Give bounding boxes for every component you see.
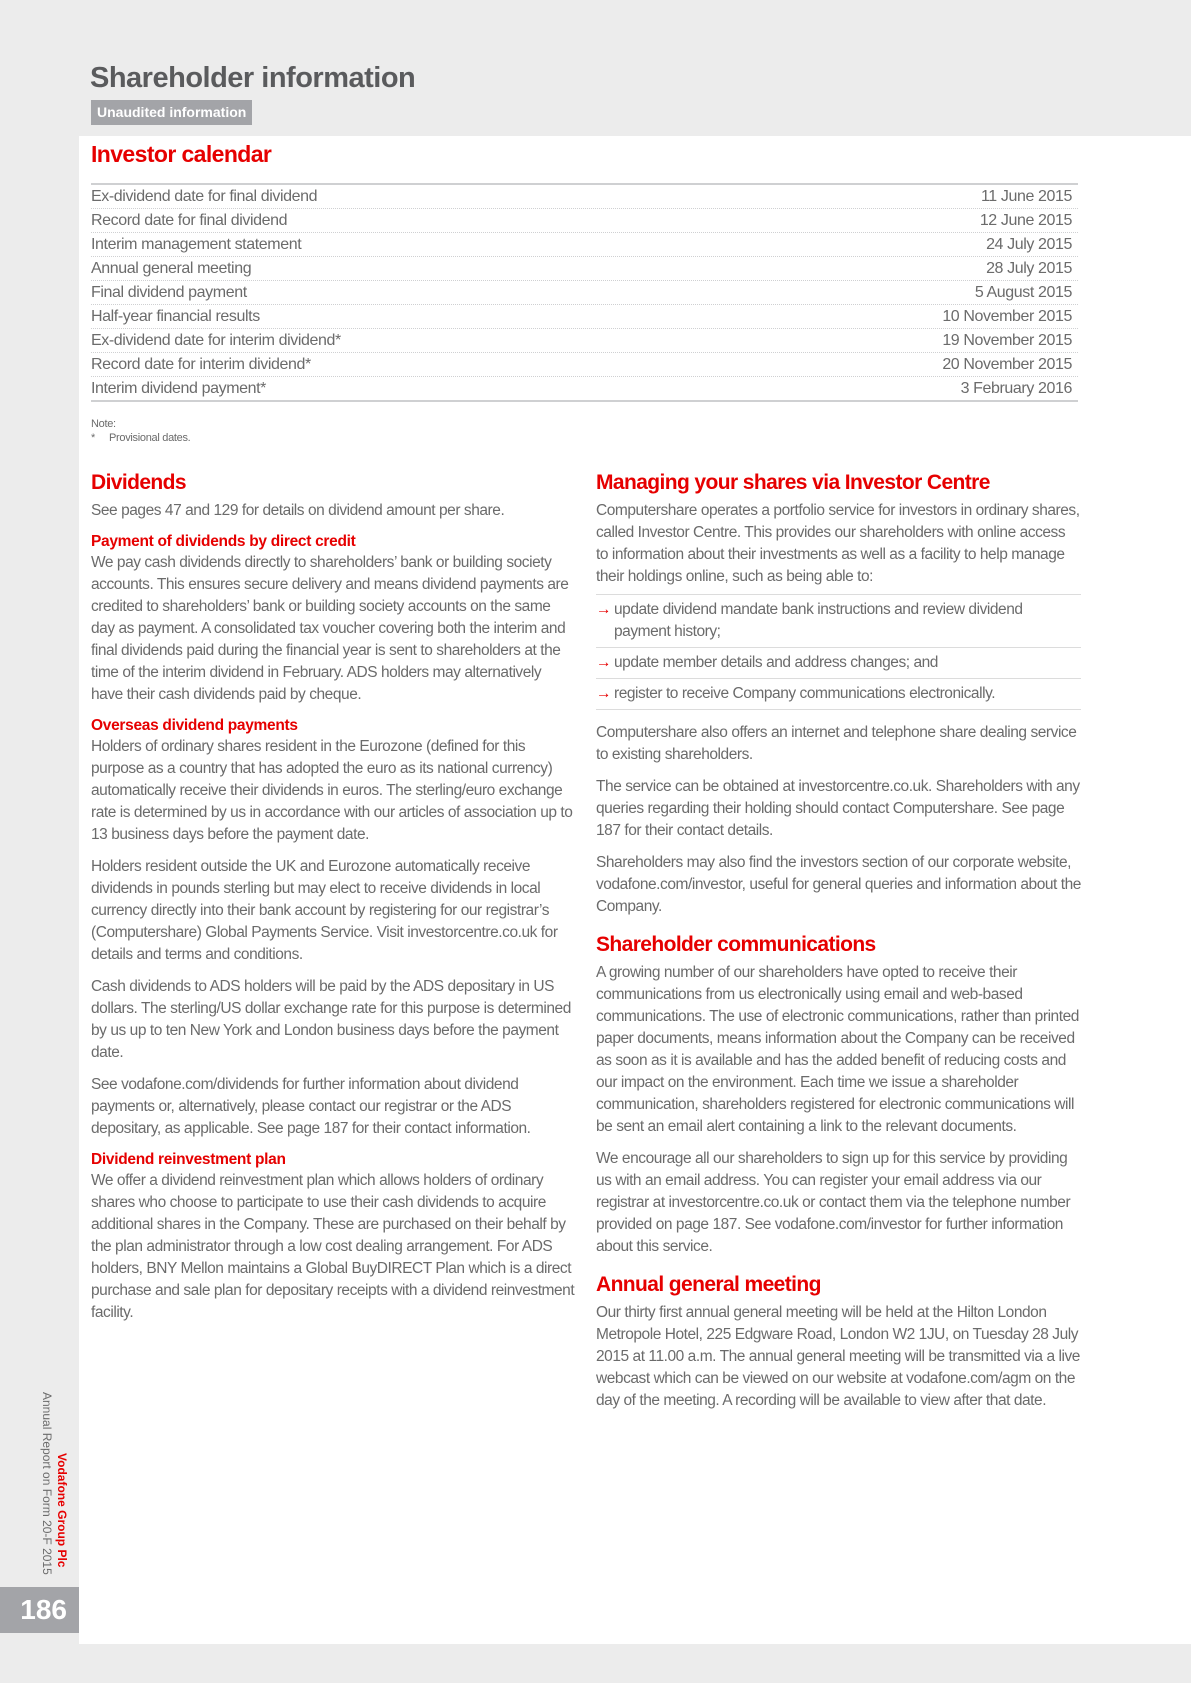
calendar-row (91, 305, 1078, 329)
arrow-right-icon: → (596, 654, 612, 671)
calendar-event: Record date for interim dividend* (91, 356, 311, 373)
calendar-row (91, 329, 1078, 353)
calendar-event: Interim management statement (91, 236, 302, 253)
communications-paragraph: A growing number of our shareholders have opted to receive their communications from us electronically using email and web-based communications. The use of electronic communications, rather than printed paper documents, means information about the Company can be received as soon as it is available and has the added benefit of reducing costs and our impact on the environment. Each time we issue a shareholder communication, shareholders registered for electronic communications will be sent an email alert containing a link to the relevant documents. (596, 964, 1079, 1135)
calendar-date: 20 November 2015 (942, 356, 1072, 373)
calendar-note (91, 417, 190, 445)
investor-centre-paragraph: Computershare also offers an internet and telephone share dealing service to existing shareholders. (596, 724, 1077, 763)
calendar-date: 10 November 2015 (942, 308, 1072, 325)
calendar-row (91, 209, 1078, 233)
dividends-heading: Dividends (91, 471, 186, 494)
investor-centre-paragraph: The service can be obtained at investorcentre.co.uk. Shareholders with any queries regarding their holding should contact Computershare. See page 187 for their contact details. (596, 778, 1080, 839)
agm-heading: Annual general meeting (596, 1273, 821, 1296)
overseas-heading: Overseas dividend payments (91, 717, 298, 734)
list-item (596, 595, 1081, 648)
calendar-date: 5 August 2015 (974, 284, 1072, 301)
calendar-row (91, 353, 1078, 377)
list-item-text: update member details and address changes; and (614, 654, 938, 671)
report-name: Annual Report on Form 20-F 2015 (40, 1392, 54, 1575)
investor-calendar-heading: Investor calendar (91, 141, 272, 167)
overseas-paragraph: See vodafone.com/dividends for further information about dividend payments or, alternatively, please contact our registrar or the ADS depositary, as applicable. See page 187 for their contact information. (91, 1076, 531, 1137)
calendar-date: 24 July 2015 (986, 236, 1072, 253)
calendar-date: 19 November 2015 (942, 332, 1072, 349)
direct-credit-text: We pay cash dividends directly to shareholders’ bank or building society accounts. This ensures secure delivery and means dividend payments are credited to shareholders’ bank or building society accounts on the same day as payment. A consolidated tax voucher covering both the interim and final dividends paid during the financial year is sent to shareholders at the time of the interim dividend in February. ADS holders may alternatively have their cash dividends paid by cheque. (91, 554, 569, 703)
page-title: Shareholder information (90, 62, 416, 94)
list-item (596, 648, 1081, 679)
investor-centre-heading: Managing your shares via Investor Centre (596, 471, 990, 494)
list-item-text: register to receive Company communications electronically. (614, 685, 996, 702)
page-number: 186 (0, 1587, 79, 1633)
overseas-paragraph: Holders of ordinary shares resident in the Eurozone (defined for this purpose as a country that has adopted the euro as its national currency) automatically receive their dividends in euros. The sterling/euro exchange rate is determined by us in accordance with our articles of association up to 13 business days before the payment date. (91, 738, 573, 843)
right-column (596, 470, 1081, 1422)
investor-centre-intro: Computershare operates a portfolio service for investors in ordinary shares, called Investor Centre. This provides our shareholders with online access to information about their investments as well as a facility to help manage their holdings online, such as being able to: (596, 502, 1080, 585)
calendar-date: 12 June 2015 (979, 212, 1072, 229)
reinvestment-heading: Dividend reinvestment plan (91, 1151, 286, 1168)
left-column (91, 470, 576, 1334)
calendar-row (91, 281, 1078, 305)
note-star: * (91, 432, 95, 444)
calendar-event: Interim dividend payment* (91, 380, 266, 397)
side-strip (0, 136, 79, 1576)
calendar-row (91, 185, 1078, 209)
calendar-event: Half-year financial results (91, 308, 260, 325)
calendar-date: 3 February 2016 (960, 380, 1072, 397)
direct-credit-heading: Payment of dividends by direct credit (91, 533, 356, 550)
footer-band (0, 1644, 1191, 1683)
calendar-row (91, 257, 1078, 281)
list-item (596, 679, 1081, 710)
calendar-event: Ex-dividend date for interim dividend* (91, 332, 341, 349)
calendar-event: Annual general meeting (91, 260, 252, 277)
communications-heading: Shareholder communications (596, 933, 876, 956)
calendar-event: Record date for final dividend (91, 212, 288, 229)
communications-paragraph: We encourage all our shareholders to sign up for this service by providing us with an email address. You can register your email address via our registrar at investorcentre.co.uk or contact them via the telephone number provided on page 187. See vodafone.com/investor for further information about this service. (596, 1150, 1071, 1255)
calendar-row (91, 233, 1078, 257)
calendar-event: Final dividend payment (91, 284, 247, 301)
calendar-date: 11 June 2015 (981, 188, 1072, 205)
unaudited-badge: Unaudited information (91, 100, 252, 125)
calendar-event: Ex-dividend date for final dividend (91, 188, 318, 205)
overseas-paragraph: Cash dividends to ADS holders will be paid by the ADS depositary in US dollars. The sterling/US dollar exchange rate for this purpose is determined by us up to ten New York and London business days before the payment date. (91, 978, 571, 1061)
investor-centre-paragraph: Shareholders may also find the investors section of our corporate website, vodafone.com/investor, useful for general queries and information about the Company. (596, 854, 1081, 915)
company-name: Vodafone Group Plc (55, 1453, 69, 1568)
investor-calendar-table (91, 183, 1078, 402)
overseas-paragraph: Holders resident outside the UK and Eurozone automatically receive dividends in pounds sterling but may elect to receive dividends in local currency directly into their bank account by registering for our registrar’s (Computershare) Global Payments Service. Visit investorcentre.co.uk for details and terms and conditions. (91, 858, 558, 963)
agm-text: Our thirty first annual general meeting will be held at the Hilton London Metropole Hotel, 225 Edgware Road, London W2 1JU, on Tuesday 28 July 2015 at 11.00 a.m. The annual general meeting will be transmitted via a live webcast which can be viewed on our website at vodafone.com/agm on the day of the meeting. A recording will be available to view after that date. (596, 1304, 1080, 1409)
investor-centre-list (596, 594, 1081, 710)
calendar-date: 28 July 2015 (986, 260, 1072, 277)
dividends-intro: See pages 47 and 129 for details on dividend amount per share. (91, 502, 505, 519)
calendar-row (91, 377, 1078, 402)
note-text: Provisional dates. (109, 432, 191, 444)
list-item-text: update dividend mandate bank instructions and review dividend payment history; (614, 601, 1023, 640)
arrow-right-icon: → (596, 601, 612, 618)
reinvestment-text: We offer a dividend reinvestment plan which allows holders of ordinary shares who choose to participate to use their cash dividends to acquire additional shares in the Company. These are purchased on their behalf by the plan administrator through a low cost dealing arrangement. For ADS holders, BNY Mellon maintains a Global BuyDIRECT Plan which is a direct purchase and sale plan for depositary receipts with a dividend reinvestment facility. (91, 1172, 575, 1321)
note-label: Note: (91, 418, 116, 430)
arrow-right-icon: → (596, 685, 612, 702)
